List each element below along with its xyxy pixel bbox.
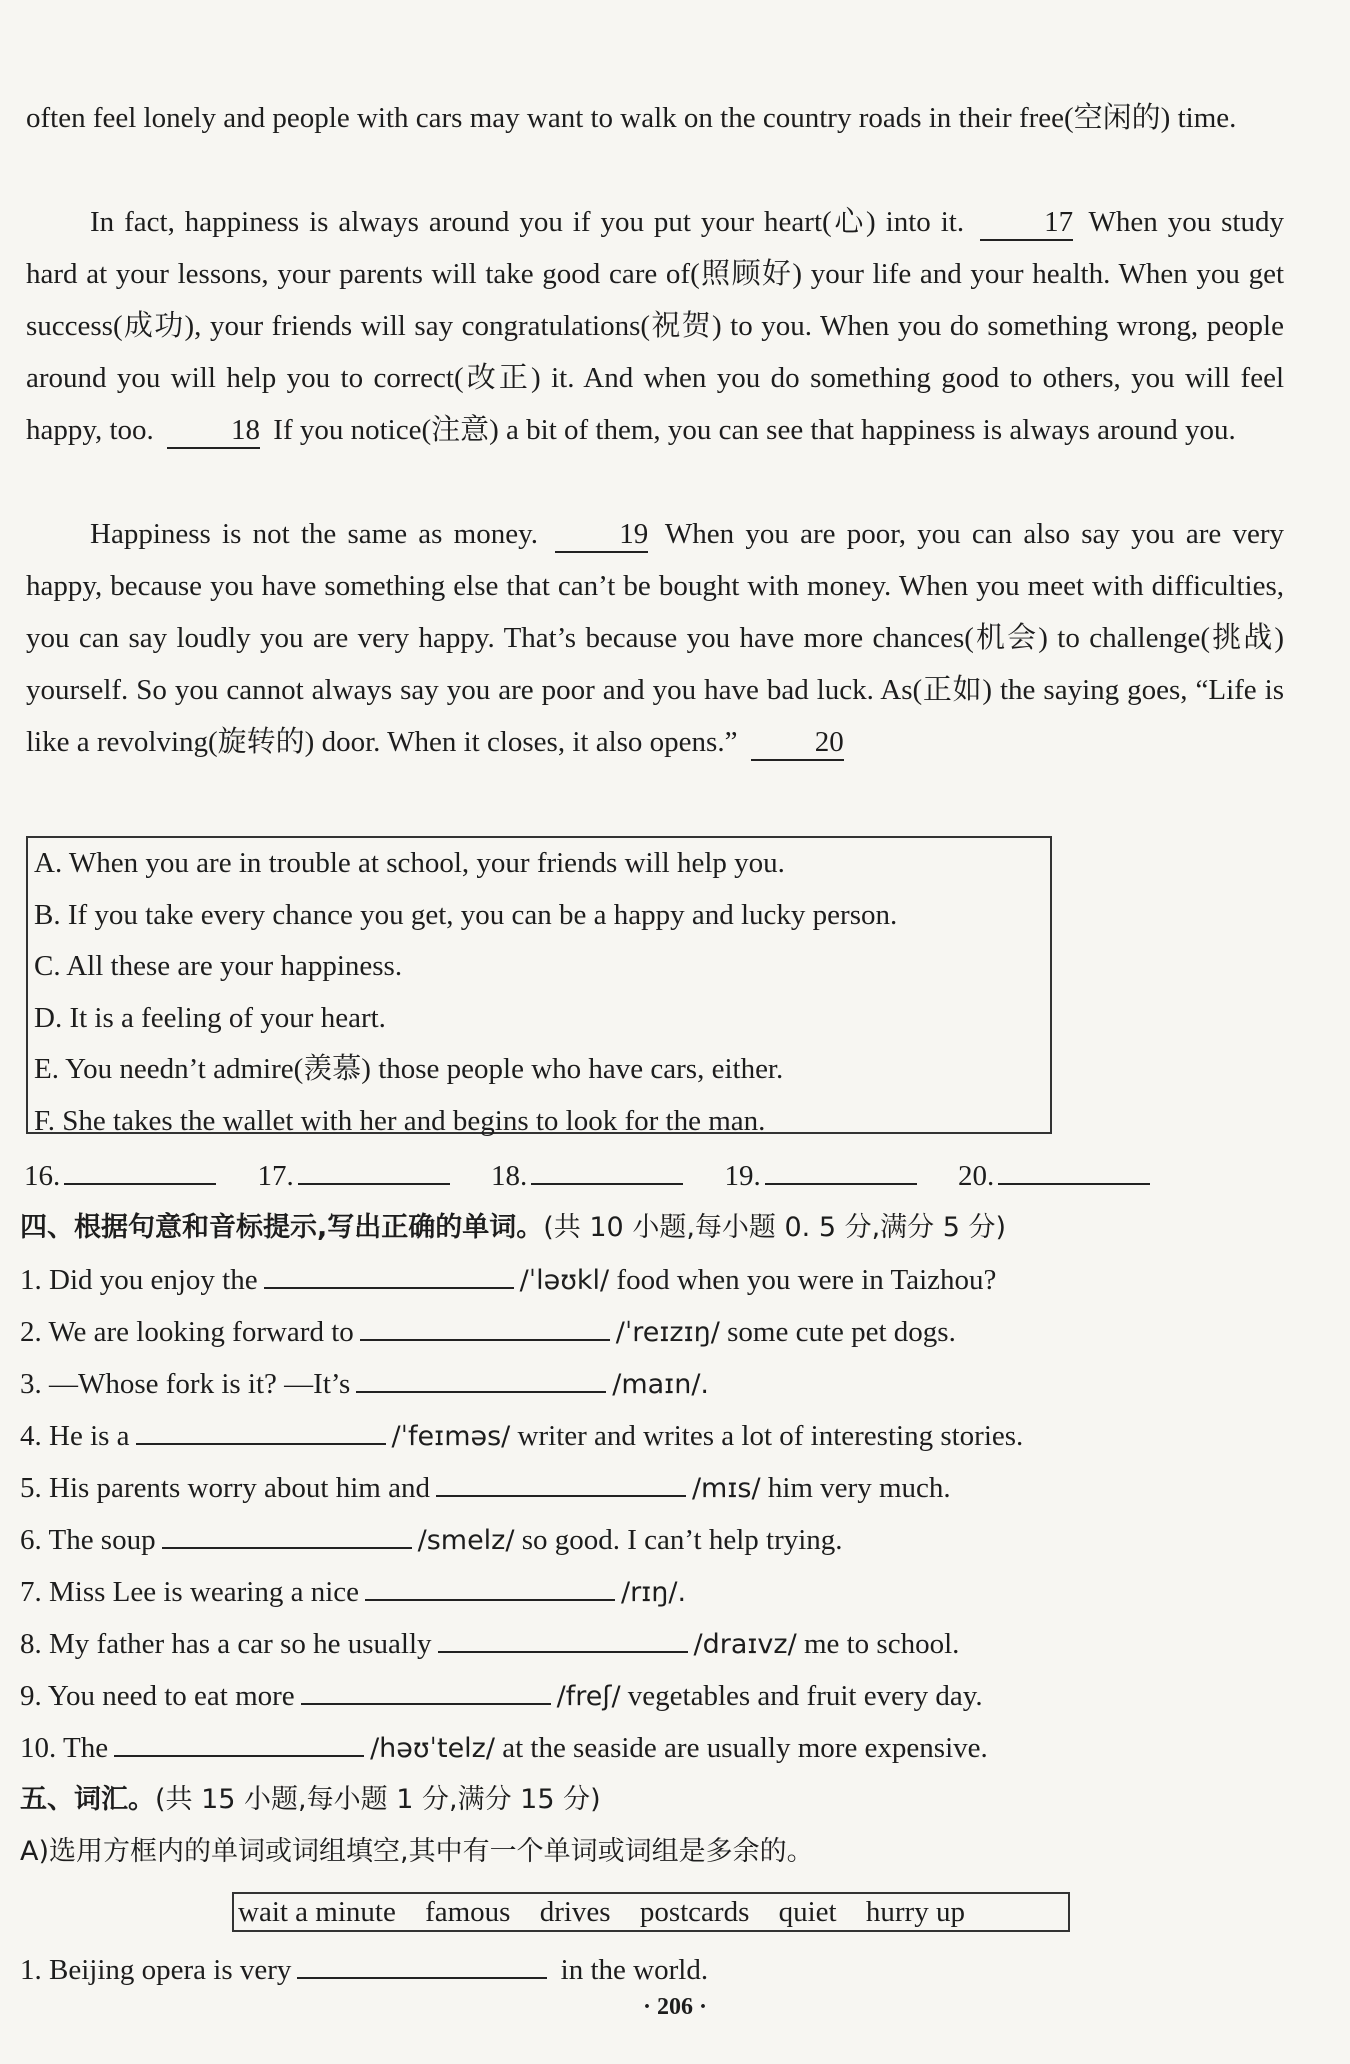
vocab-question-1 <box>20 1944 708 1996</box>
fill-blank[interactable] <box>436 1465 686 1497</box>
question-text: 10. The <box>20 1732 109 1764</box>
blank-18[interactable]: 18 <box>167 413 260 449</box>
fill-blank[interactable] <box>365 1569 615 1601</box>
question-text: 7. Miss Lee is wearing a nice <box>20 1576 360 1608</box>
fill-blank[interactable] <box>301 1673 551 1705</box>
answer-19 <box>725 1150 917 1202</box>
passage-paragraph-2 <box>26 196 1284 456</box>
answer-20 <box>958 1150 1150 1202</box>
page-number: · 206 · <box>642 1994 707 2020</box>
question-4 <box>20 1410 1023 1463</box>
answer-number: 18. <box>491 1160 528 1192</box>
phonetic-hint: /həʊˈtelz/ <box>370 1733 495 1764</box>
phonetic-hint: /maɪn/. <box>612 1369 710 1400</box>
passage-paragraph-1 <box>26 92 1284 144</box>
fill-blank[interactable] <box>114 1725 364 1757</box>
answer-18 <box>491 1150 683 1202</box>
question-text: 5. His parents worry about him and <box>20 1472 430 1504</box>
paragraph-text: Happiness is not the same as money. <box>90 518 538 550</box>
question-3 <box>20 1358 709 1411</box>
blank-19[interactable]: 19 <box>555 517 648 553</box>
answer-number: 19. <box>724 1160 761 1192</box>
option-e: E. You needn’t admire(羡慕) those people who have cars, either. <box>34 1053 784 1085</box>
phonetic-hint: /freʃ/ <box>556 1681 621 1712</box>
answer-blank[interactable] <box>998 1153 1150 1185</box>
question-text: writer and writes a lot of interesting stories. <box>517 1420 1024 1452</box>
question-text: vegetables and fruit every day. <box>627 1680 983 1712</box>
question-10 <box>20 1722 988 1775</box>
paragraph-text: often feel lonely and people with cars may want to walk on the country roads in their free(空闲的) time. <box>26 102 1237 134</box>
word-bank-item: postcards <box>639 1896 750 1928</box>
question-text: 9. You need to eat more <box>20 1680 295 1712</box>
option-b: B. If you take every chance you get, you can be a happy and lucky person. <box>34 898 898 931</box>
question-9 <box>20 1670 983 1723</box>
fill-blank[interactable] <box>162 1517 412 1549</box>
question-2 <box>20 1306 956 1359</box>
question-8 <box>20 1618 959 1671</box>
question-text: me to school. <box>803 1628 960 1660</box>
fill-blank[interactable] <box>297 1947 547 1979</box>
section-4-title <box>20 1202 1006 1254</box>
question-text: 6. The soup <box>20 1524 156 1556</box>
blank-17[interactable]: 17 <box>980 205 1073 241</box>
question-text: 2. We are looking forward to <box>20 1316 354 1348</box>
question-text: 1. Did you enjoy the <box>20 1264 258 1296</box>
question-text: in the world. <box>560 1954 709 1986</box>
answer-17 <box>258 1150 450 1202</box>
answer-blank[interactable] <box>298 1153 450 1185</box>
question-5 <box>20 1462 951 1515</box>
fill-blank[interactable] <box>356 1361 606 1393</box>
fill-blank[interactable] <box>438 1621 688 1653</box>
phonetic-hint: /mɪs/ <box>691 1473 761 1504</box>
word-bank-item: quiet <box>778 1896 837 1928</box>
paragraph-text: If you notice(注意) a bit of them, you can see that happiness is always around you. <box>273 414 1236 446</box>
phonetic-hint: /draɪvz/ <box>693 1629 797 1660</box>
question-text: so good. I can’t help trying. <box>521 1524 843 1556</box>
fill-blank[interactable] <box>136 1413 386 1445</box>
question-7 <box>20 1566 686 1619</box>
question-text: him very much. <box>767 1472 951 1504</box>
paragraph-text: When you study hard at your lessons, your parents will take good care of(照顾好) your life and your health. When you get success(成功), your friends will say congratulations(祝贺) to you. When you do something wrong, people around you will help you to correct(改正) it. And when you do something good to others, you will feel happy, too. <box>26 206 1284 446</box>
question-text: food when you were in Taizhou? <box>616 1264 997 1296</box>
section-score: (共 10 小题,每小题 0. 5 分,满分 5 分) <box>543 1212 1007 1243</box>
question-text: 1. Beijing opera is very <box>20 1954 292 1986</box>
word-bank-item: hurry up <box>865 1896 965 1928</box>
section-score: (共 15 小题,每小题 1 分,满分 15 分) <box>155 1784 601 1815</box>
blank-20[interactable]: 20 <box>751 725 844 761</box>
answer-blank[interactable] <box>765 1153 917 1185</box>
section-5-instruction: A)选用方框内的单词或词组填空,其中有一个单词或词组是多余的。 <box>20 1836 814 1867</box>
answer-number: 17. <box>257 1160 294 1192</box>
word-bank-item: famous <box>425 1896 511 1928</box>
answer-blank[interactable] <box>531 1153 683 1185</box>
question-text: some cute pet dogs. <box>727 1316 956 1348</box>
phonetic-hint: /ˈreɪzɪŋ/ <box>615 1317 720 1348</box>
paragraph-text: When you are poor, you can also say you are very happy, because you have something else that can’t be bought with money. When you meet with difficulties, you can say loudly you are very happy. That’s because you have more chances(机会) to challenge(挑战) yourself. So you cannot always say you are poor and you have bad luck. As(正如) the saying goes, “Life is like a revolving(旋转的) door. When it closes, it also opens.” <box>26 518 1285 758</box>
phonetic-hint: /smelz/ <box>417 1525 515 1556</box>
section-heading: 五、词汇。 <box>20 1784 155 1815</box>
phonetic-hint: /ˈləʊkl/ <box>519 1265 610 1296</box>
paragraph-text: In fact, happiness is always around you if you put your heart(心) into it. <box>90 206 965 238</box>
question-text: 4. He is a <box>20 1420 130 1452</box>
question-text: at the seaside are usually more expensive. <box>502 1732 988 1764</box>
answer-row <box>24 1150 1284 1202</box>
word-bank-item: drives <box>539 1896 611 1928</box>
question-text: 8. My father has a car so he usually <box>20 1628 432 1660</box>
answer-blank[interactable] <box>64 1153 216 1185</box>
section-5-title <box>20 1774 601 1826</box>
question-6 <box>20 1514 843 1567</box>
option-c: C. All these are your happiness. <box>34 950 403 982</box>
answer-16 <box>24 1150 216 1202</box>
word-bank-item: wait a minute <box>238 1896 396 1928</box>
fill-blank[interactable] <box>360 1309 610 1341</box>
question-1 <box>20 1254 996 1307</box>
question-text: 3. —Whose fork is it? —It’s <box>20 1368 351 1400</box>
option-f: F. She takes the wallet with her and begins to look for the man. <box>34 1104 766 1137</box>
answer-number: 16. <box>24 1160 61 1192</box>
option-d: D. It is a feeling of your heart. <box>34 1001 386 1034</box>
option-a: A. When you are in trouble at school, your friends will help you. <box>34 847 785 879</box>
answer-number: 20. <box>958 1160 995 1192</box>
phonetic-hint: /rɪŋ/. <box>621 1577 687 1608</box>
fill-blank[interactable] <box>264 1257 514 1289</box>
section-heading: 四、根据句意和音标提示,写出正确的单词。 <box>20 1212 544 1243</box>
options-box <box>26 836 1052 1137</box>
phonetic-hint: /ˈfeɪməs/ <box>391 1421 511 1452</box>
passage-paragraph-3 <box>26 508 1284 768</box>
word-bank-box <box>232 1892 1070 1932</box>
